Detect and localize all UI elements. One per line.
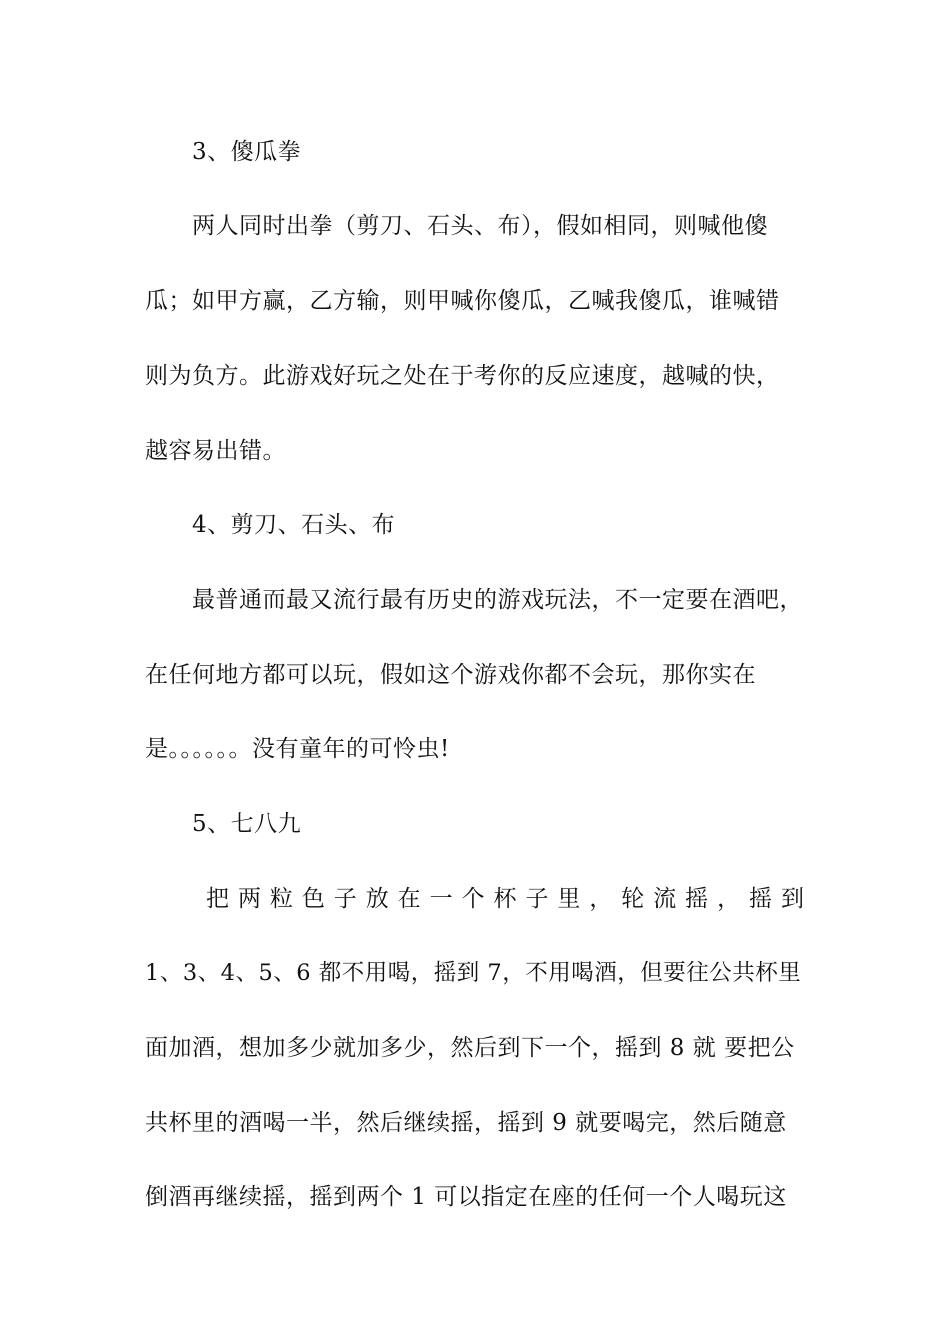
paragraph-line: 则为负方。此游戏好玩之处在于考你的反应速度，越喊的快， [145,363,780,389]
paragraph-line: 把两粒色子放在一个杯子里，轮流摇，摇到 [206,886,804,912]
paragraph-line: 两人同时出拳（剪刀、石头、布），假如相同，则喊他傻 [192,213,768,239]
paragraph-line: 1、3、4、5、6 都不用喝，摇到 7，不用喝酒，但要往公共杯里 [145,960,802,986]
section-heading-5: 5、七八九 [192,811,302,837]
paragraph-line: 共杯里的酒喝一半，然后继续摇，摇到 9 就要喝完，然后随意 [145,1110,787,1136]
paragraph-line: 是。。。。。。没有童年的可怜虫! [145,736,450,762]
paragraph-line: 面加酒，想加多少就加多少，然后到下一个，摇到 8 就 要把公 [145,1035,795,1061]
paragraph-line: 最普通而最又流行最有历史的游戏玩法，不一定要在酒吧， [192,587,803,613]
paragraph-line: 越容易出错。 [145,438,286,464]
paragraph-line: 倒酒再继续摇，摇到两个 1 可以指定在座的任何一个人喝玩这 [145,1184,787,1210]
paragraph-line: 瓜；如甲方赢，乙方输，则甲喊你傻瓜，乙喊我傻瓜，谁喊错 [145,288,780,314]
section-heading-3: 3、傻瓜拳 [192,139,302,165]
paragraph-line: 在任何地方都可以玩，假如这个游戏你都不会玩，那你实在 [145,662,756,688]
section-heading-4: 4、剪刀、石头、布 [192,512,396,538]
